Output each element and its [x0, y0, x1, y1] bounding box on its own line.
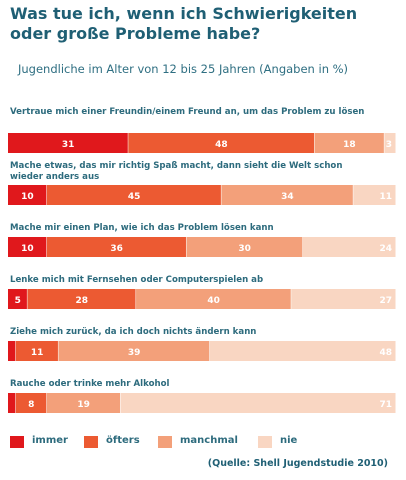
- bar-segment-nie: [210, 341, 396, 361]
- bar-segment-immer: [8, 341, 15, 361]
- value-label: 28: [75, 296, 88, 306]
- value-label: 11: [30, 348, 44, 358]
- question-label: Rauche oder trinke mehr Alkohol: [10, 379, 170, 389]
- bar-segment-immer: [8, 393, 15, 413]
- value-label: 30: [238, 244, 251, 254]
- value-label: 39: [127, 348, 141, 358]
- bar-segment-nie: [121, 393, 396, 413]
- value-label: 48: [379, 348, 392, 358]
- value-label: 71: [379, 400, 392, 410]
- question-label: Vertraue mich einer Freundin/einem Freund an, um das Problem zu lösen: [10, 107, 365, 117]
- question-label: Mache mir einen Plan, wie ich das Problem lösen kann: [10, 223, 274, 233]
- legend-swatch-manchmal: [158, 436, 172, 448]
- value-label: 18: [343, 140, 356, 150]
- value-label: 31: [61, 140, 75, 150]
- value-label: 40: [207, 296, 220, 306]
- chart-title: Was tue ich, wenn ich Schwierigkeiten oder große Probleme habe?: [10, 4, 358, 43]
- legend-swatch-nie: [258, 436, 272, 448]
- legend-label-oefters: öfters: [106, 435, 140, 446]
- question-label: Ziehe mich zurück, da ich doch nichts ändern kann: [10, 327, 257, 337]
- value-label: 10: [21, 244, 34, 254]
- value-label: 5: [14, 296, 21, 306]
- question-label: wieder anders aus: [10, 172, 100, 182]
- value-label: 8: [28, 400, 35, 410]
- legend-label-manchmal: manchmal: [180, 435, 238, 446]
- value-label: 45: [127, 192, 141, 202]
- question-label: Lenke mich mit Fernsehen oder Computerspielen ab: [10, 275, 264, 285]
- value-label: 27: [379, 296, 392, 306]
- question-label: Mache etwas, das mir richtig Spaß macht, dann sieht die Welt schon: [10, 161, 343, 171]
- value-label: 34: [281, 192, 294, 202]
- value-label: 24: [379, 244, 392, 254]
- value-label: 19: [77, 400, 90, 410]
- legend: [6, 434, 400, 450]
- source-note: (Quelle: Shell Jugendstudie 2010): [207, 458, 388, 469]
- value-label: 3: [385, 140, 392, 150]
- value-label: 10: [21, 192, 34, 202]
- value-label: 36: [110, 244, 123, 254]
- value-label: 48: [215, 140, 228, 150]
- chart-subtitle: Jugendliche im Alter von 12 bis 25 Jahren (Angaben in %): [18, 62, 349, 76]
- value-label: 11: [379, 192, 392, 202]
- legend-swatch-oefters: [84, 436, 98, 448]
- legend-swatch-immer: [10, 436, 24, 448]
- legend-label-immer: immer: [32, 435, 68, 446]
- legend-label-nie: nie: [280, 435, 298, 446]
